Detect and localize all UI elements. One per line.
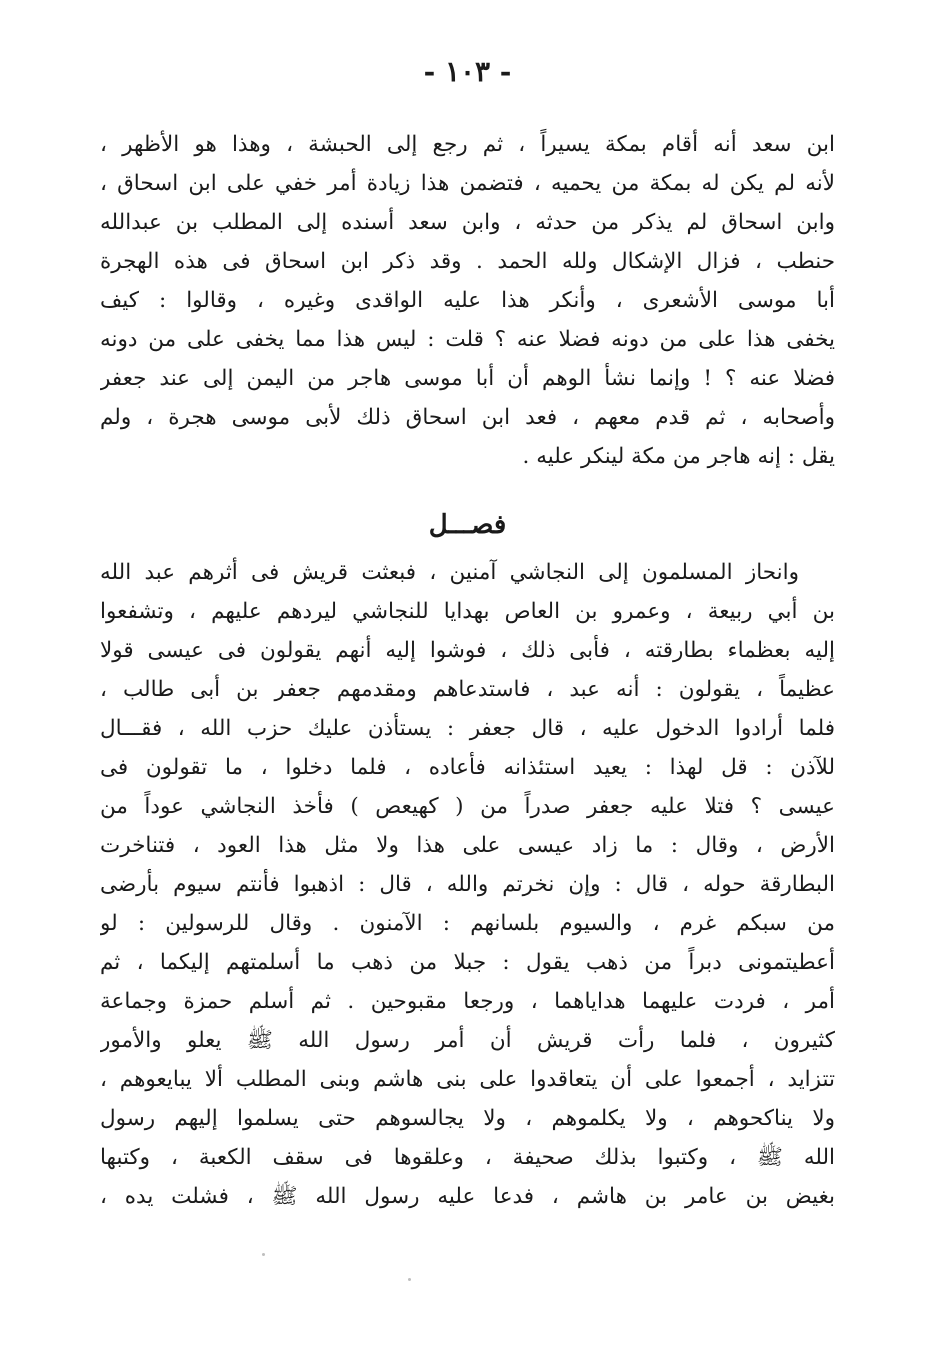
text-line: تتزايد ، أجمعوا على أن يتعاقدوا على بنى هاشم وبنى المطلب ألا يبايعوهم ، xyxy=(100,1067,835,1092)
text-line: أبا موسى الأشعرى ، وأنكر هذا عليه الواقدى وغيره ، وقالوا : كيف xyxy=(100,288,835,313)
text-line: أمر ، فردت عليهما هداياهما ، ورجعا مقبوحين . ثم أسلم حمزة وجماعة xyxy=(100,989,835,1014)
text-line: لأنه لم يكن له بمكة من يحميه ، فتضمن هذا زيادة أمر خفي على ابن اسحاق ، xyxy=(100,171,835,196)
section-heading: فصـــل xyxy=(428,510,507,540)
text-line: يخفى هذا على من دونه فضلا عنه ؟ قلت : ليس هذا مما يخفى على من دونه xyxy=(100,327,835,352)
scan-speck xyxy=(408,1278,411,1281)
text-line: وابن اسحاق لم يذكر من حدثه ، وابن سعد أسنده إلى المطلب بن عبدالله xyxy=(100,210,835,235)
text-line: يقل : إنه هاجر من مكة لينكر عليه . xyxy=(522,444,835,469)
text-line: البطارقة حوله ، قال : وإن نخرتم والله ، قال : اذهبوا فأنتم سيوم بأرضى xyxy=(100,872,835,897)
page-number: - ١٠٣ - xyxy=(423,55,512,88)
text-line: الأرض ، وقال : ما زاد عيسى على هذا ولا مثل هذا العود ، فتناخرت xyxy=(100,833,835,858)
text-line: فلما أرادوا الدخول عليه ، قال جعفر : يستأذن عليك حزب الله ، فقـــال xyxy=(100,716,835,741)
text-line: عيسى ؟ فتلا عليه جعفر صدراً من ( كهيعص ) فأخذ النجاشي عوداً من xyxy=(100,794,835,819)
text-line: بغيض بن عامر بن هاشم ، فدعا عليه رسول الله ﷺ ، فشلت يده ، xyxy=(100,1184,835,1209)
text-line: للآذن : قل لهذا : يعيد استئذانه فأعاده ، فلما دخلوا ، ما تقولون فى xyxy=(100,755,835,780)
text-line: كثيرون ، فلما رأت قريش أن أمر رسول الله ﷺ يعلو والأمور xyxy=(100,1028,835,1053)
text-line: إليه بعظماء بطارقته ، فأبى ذلك ، فوشوا إليه أنهم يقولون فى عيسى قولا xyxy=(100,638,835,663)
text-line: الله ﷺ ، وكتبوا بذلك صحيفة ، وعلقوها فى سقف الكعبة ، وكتبها xyxy=(100,1145,835,1170)
text-line: حنطب ، فزال الإشكال ولله الحمد . وقد ذكر ابن اسحاق فى هذه الهجرة xyxy=(100,249,835,274)
text-line: بن أبي ربيعة ، وعمرو بن العاص بهدايا للنجاشي ليردهم عليهم ، وتشفعوا xyxy=(100,599,835,624)
paragraph-1 xyxy=(100,125,835,476)
text-line: ولا يناكحوهم ، ولا يكلموهم ، ولا يجالسوهم حتى يسلموا إليهم رسول xyxy=(100,1106,835,1131)
scan-speck xyxy=(262,1253,265,1256)
text-line: عظيماً ، يقولون : أنه عبد ، فاستدعاهم ومقدمهم جعفر بن أبى طالب ، xyxy=(100,677,835,702)
text-line: وانحاز المسلمون إلى النجاشي آمنين ، فبعثت قريش فى أثرهم عبد الله xyxy=(100,560,799,585)
paragraph-2 xyxy=(100,553,835,1216)
text-line: فضلا عنه ؟ ! وإنما نشأ الوهم أن أبا موسى هاجر من اليمن إلى عند جعفر xyxy=(100,366,835,391)
text-line: وأصحابه ، ثم قدم معهم ، فعد ابن اسحاق ذلك لأبى موسى هجرة ، ولم xyxy=(100,405,835,430)
text-line: أعطيتمونى دبراً من ذهب يقول : جبلا من ذهب ما أسلمتهم إليكما ، ثم xyxy=(100,950,835,975)
text-line: ابن سعد أنه أقام بمكة يسيراً ، ثم رجع إلى الحبشة ، وهذا هو الأظهر ، xyxy=(100,132,835,157)
text-line: من سبكم غرم ، والسيوم بلسانهم : الآمنون . وقال للرسولين : لو xyxy=(100,911,835,936)
